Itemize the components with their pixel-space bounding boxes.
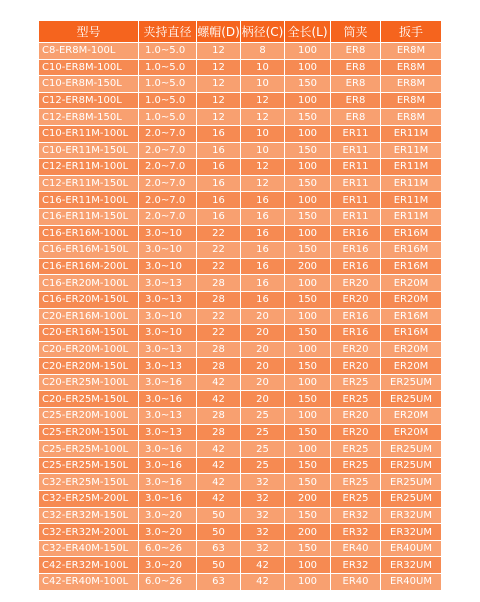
table-row [39,540,442,557]
table-row [39,159,442,176]
cell-shank-c: 25 [241,424,285,441]
cell-clamp-diameter: 3.0~13 [139,291,197,308]
cell-shank-c: 32 [241,524,285,541]
cell-length-l: 150 [285,457,331,474]
cell-nut-d: 16 [197,142,241,159]
cell-shank-c: 32 [241,491,285,508]
cell-clamp-diameter: 2.0~7.0 [139,175,197,192]
cell-length-l: 100 [285,225,331,242]
header-nut-d: 螺帽(D) [197,21,241,43]
cell-wrench: ER20M [381,358,442,375]
cell-model: C32-ER25M-200L [39,491,139,508]
cell-nut-d: 42 [197,441,241,458]
cell-collet: ER11 [331,175,381,192]
cell-model: C12-ER8M-100L [39,92,139,109]
header-collet: 筒夹 [331,21,381,43]
cell-clamp-diameter: 3.0~20 [139,507,197,524]
cell-collet: ER25 [331,374,381,391]
cell-wrench: ER32UM [381,557,442,574]
cell-clamp-diameter: 3.0~16 [139,374,197,391]
cell-wrench: ER8M [381,59,442,76]
header-model: 型号 [39,21,139,43]
cell-model: C32-ER32M-200L [39,524,139,541]
cell-collet: ER25 [331,391,381,408]
cell-model: C25-ER25M-150L [39,457,139,474]
cell-shank-c: 12 [241,159,285,176]
cell-wrench: ER20M [381,341,442,358]
table-row [39,59,442,76]
table-row [39,474,442,491]
cell-nut-d: 28 [197,358,241,375]
cell-shank-c: 20 [241,391,285,408]
table-row [39,308,442,325]
table-row [39,524,442,541]
cell-model: C16-ER20M-100L [39,275,139,292]
cell-length-l: 200 [285,258,331,275]
cell-collet: ER16 [331,325,381,342]
cell-clamp-diameter: 1.0~5.0 [139,43,197,60]
cell-wrench: ER25UM [381,441,442,458]
table-row [39,457,442,474]
table-row [39,341,442,358]
cell-shank-c: 42 [241,557,285,574]
cell-collet: ER16 [331,258,381,275]
cell-model: C12-ER8M-150L [39,109,139,126]
table-row [39,557,442,574]
cell-clamp-diameter: 1.0~5.0 [139,76,197,93]
cell-collet: ER16 [331,242,381,259]
cell-nut-d: 50 [197,524,241,541]
cell-collet: ER20 [331,291,381,308]
cell-nut-d: 22 [197,258,241,275]
cell-nut-d: 42 [197,457,241,474]
cell-nut-d: 12 [197,59,241,76]
cell-model: C25-ER20M-150L [39,424,139,441]
table-row [39,242,442,259]
cell-collet: ER11 [331,159,381,176]
cell-model: C10-ER11M-150L [39,142,139,159]
cell-clamp-diameter: 1.0~5.0 [139,109,197,126]
cell-clamp-diameter: 2.0~7.0 [139,142,197,159]
cell-nut-d: 42 [197,491,241,508]
cell-length-l: 150 [285,142,331,159]
cell-model: C8-ER8M-100L [39,43,139,60]
cell-model: C20-ER25M-100L [39,374,139,391]
cell-clamp-diameter: 3.0~16 [139,391,197,408]
cell-nut-d: 50 [197,507,241,524]
cell-shank-c: 12 [241,175,285,192]
cell-model: C16-ER20M-150L [39,291,139,308]
cell-nut-d: 28 [197,291,241,308]
cell-shank-c: 16 [241,225,285,242]
cell-length-l: 100 [285,574,331,591]
cell-shank-c: 12 [241,92,285,109]
cell-model: C42-ER40M-100L [39,574,139,591]
cell-collet: ER11 [331,142,381,159]
cell-clamp-diameter: 1.0~5.0 [139,59,197,76]
cell-length-l: 100 [285,43,331,60]
table-row [39,358,442,375]
cell-wrench: ER8M [381,109,442,126]
cell-wrench: ER32UM [381,507,442,524]
cell-nut-d: 12 [197,43,241,60]
cell-collet: ER8 [331,43,381,60]
cell-model: C20-ER20M-150L [39,358,139,375]
cell-shank-c: 32 [241,540,285,557]
cell-shank-c: 16 [241,291,285,308]
cell-wrench: ER20M [381,424,442,441]
cell-clamp-diameter: 3.0~16 [139,457,197,474]
table-row [39,507,442,524]
cell-collet: ER20 [331,358,381,375]
spec-table [38,20,442,591]
cell-shank-c: 10 [241,142,285,159]
cell-clamp-diameter: 6.0~26 [139,574,197,591]
table-row [39,109,442,126]
cell-collet: ER20 [331,408,381,425]
cell-wrench: ER16M [381,242,442,259]
cell-clamp-diameter: 3.0~16 [139,491,197,508]
cell-collet: ER25 [331,491,381,508]
cell-nut-d: 28 [197,341,241,358]
cell-clamp-diameter: 3.0~16 [139,441,197,458]
cell-collet: ER25 [331,474,381,491]
table-row [39,192,442,209]
cell-collet: ER40 [331,540,381,557]
cell-collet: ER8 [331,109,381,126]
cell-length-l: 150 [285,358,331,375]
cell-nut-d: 63 [197,574,241,591]
cell-nut-d: 16 [197,159,241,176]
cell-collet: ER20 [331,424,381,441]
cell-shank-c: 16 [241,258,285,275]
cell-wrench: ER8M [381,76,442,93]
cell-length-l: 100 [285,159,331,176]
table-row [39,424,442,441]
cell-wrench: ER25UM [381,391,442,408]
cell-collet: ER20 [331,275,381,292]
cell-collet: ER8 [331,59,381,76]
table-row [39,225,442,242]
cell-wrench: ER11M [381,125,442,142]
cell-model: C20-ER25M-150L [39,391,139,408]
cell-shank-c: 8 [241,43,285,60]
cell-clamp-diameter: 3.0~10 [139,225,197,242]
table-row [39,391,442,408]
cell-collet: ER11 [331,125,381,142]
cell-nut-d: 12 [197,109,241,126]
cell-nut-d: 16 [197,175,241,192]
cell-nut-d: 28 [197,424,241,441]
cell-model: C16-ER16M-100L [39,225,139,242]
cell-shank-c: 32 [241,507,285,524]
cell-collet: ER8 [331,76,381,93]
cell-model: C16-ER11M-150L [39,208,139,225]
cell-length-l: 150 [285,540,331,557]
cell-collet: ER11 [331,208,381,225]
cell-model: C16-ER11M-100L [39,192,139,209]
spec-table-container [38,20,441,591]
cell-shank-c: 25 [241,408,285,425]
cell-model: C10-ER11M-100L [39,125,139,142]
cell-length-l: 100 [285,308,331,325]
cell-clamp-diameter: 2.0~7.0 [139,192,197,209]
cell-wrench: ER40UM [381,574,442,591]
cell-shank-c: 20 [241,341,285,358]
cell-shank-c: 16 [241,192,285,209]
cell-clamp-diameter: 3.0~10 [139,242,197,259]
cell-length-l: 150 [285,109,331,126]
cell-wrench: ER11M [381,142,442,159]
cell-nut-d: 22 [197,225,241,242]
cell-clamp-diameter: 3.0~20 [139,524,197,541]
table-body [39,43,442,591]
cell-model: C10-ER8M-100L [39,59,139,76]
cell-length-l: 200 [285,524,331,541]
cell-shank-c: 20 [241,325,285,342]
cell-model: C16-ER16M-150L [39,242,139,259]
cell-wrench: ER40UM [381,540,442,557]
table-row [39,291,442,308]
cell-model: C42-ER32M-100L [39,557,139,574]
cell-model: C20-ER16M-100L [39,308,139,325]
cell-wrench: ER8M [381,43,442,60]
cell-nut-d: 12 [197,76,241,93]
cell-clamp-diameter: 3.0~16 [139,474,197,491]
cell-collet: ER20 [331,341,381,358]
cell-collet: ER11 [331,192,381,209]
cell-nut-d: 50 [197,557,241,574]
cell-shank-c: 20 [241,308,285,325]
cell-shank-c: 16 [241,242,285,259]
cell-wrench: ER8M [381,92,442,109]
cell-collet: ER16 [331,308,381,325]
cell-nut-d: 16 [197,208,241,225]
cell-length-l: 150 [285,242,331,259]
cell-clamp-diameter: 3.0~10 [139,325,197,342]
cell-collet: ER8 [331,92,381,109]
cell-length-l: 150 [285,325,331,342]
table-row [39,275,442,292]
cell-length-l: 200 [285,491,331,508]
cell-shank-c: 10 [241,76,285,93]
cell-wrench: ER11M [381,192,442,209]
cell-nut-d: 28 [197,408,241,425]
cell-wrench: ER11M [381,159,442,176]
cell-collet: ER25 [331,457,381,474]
cell-clamp-diameter: 3.0~13 [139,341,197,358]
cell-length-l: 100 [285,275,331,292]
cell-length-l: 150 [285,474,331,491]
table-row [39,374,442,391]
table-row [39,491,442,508]
table-row [39,408,442,425]
table-row [39,142,442,159]
cell-length-l: 150 [285,208,331,225]
cell-length-l: 150 [285,424,331,441]
header-clamp-diameter: 夹持直径 [139,21,197,43]
cell-clamp-diameter: 6.0~26 [139,540,197,557]
cell-wrench: ER20M [381,275,442,292]
cell-shank-c: 20 [241,374,285,391]
cell-clamp-diameter: 2.0~7.0 [139,125,197,142]
cell-wrench: ER16M [381,258,442,275]
cell-wrench: ER32UM [381,524,442,541]
table-row [39,574,442,591]
cell-clamp-diameter: 2.0~7.0 [139,159,197,176]
cell-shank-c: 12 [241,109,285,126]
cell-model: C25-ER25M-100L [39,441,139,458]
cell-clamp-diameter: 3.0~13 [139,275,197,292]
header-row [39,21,442,43]
cell-shank-c: 32 [241,474,285,491]
cell-length-l: 150 [285,175,331,192]
cell-length-l: 150 [285,291,331,308]
cell-length-l: 100 [285,92,331,109]
cell-shank-c: 16 [241,275,285,292]
header-shank-c: 柄径(C) [241,21,285,43]
cell-length-l: 150 [285,507,331,524]
cell-nut-d: 22 [197,242,241,259]
cell-nut-d: 16 [197,192,241,209]
table-row [39,92,442,109]
cell-nut-d: 12 [197,92,241,109]
cell-clamp-diameter: 3.0~10 [139,308,197,325]
cell-collet: ER25 [331,441,381,458]
cell-length-l: 100 [285,341,331,358]
cell-clamp-diameter: 2.0~7.0 [139,208,197,225]
cell-shank-c: 20 [241,358,285,375]
cell-model: C16-ER16M-200L [39,258,139,275]
table-row [39,175,442,192]
cell-model: C32-ER40M-150L [39,540,139,557]
header-wrench: 扳手 [381,21,442,43]
cell-wrench: ER25UM [381,457,442,474]
cell-model: C20-ER16M-150L [39,325,139,342]
table-row [39,76,442,93]
cell-length-l: 100 [285,557,331,574]
cell-wrench: ER16M [381,225,442,242]
cell-collet: ER32 [331,507,381,524]
table-row [39,208,442,225]
cell-clamp-diameter: 3.0~13 [139,408,197,425]
cell-nut-d: 42 [197,374,241,391]
cell-collet: ER32 [331,557,381,574]
cell-model: C10-ER8M-150L [39,76,139,93]
cell-model: C12-ER11M-150L [39,175,139,192]
cell-wrench: ER11M [381,175,442,192]
header-length-l: 全长(L) [285,21,331,43]
cell-model: C32-ER25M-150L [39,474,139,491]
cell-nut-d: 22 [197,325,241,342]
table-row [39,325,442,342]
cell-clamp-diameter: 3.0~13 [139,358,197,375]
cell-shank-c: 42 [241,574,285,591]
cell-clamp-diameter: 3.0~10 [139,258,197,275]
cell-length-l: 100 [285,441,331,458]
cell-shank-c: 16 [241,208,285,225]
cell-length-l: 150 [285,76,331,93]
cell-clamp-diameter: 3.0~20 [139,557,197,574]
cell-wrench: ER25UM [381,474,442,491]
cell-wrench: ER11M [381,208,442,225]
cell-shank-c: 10 [241,125,285,142]
cell-model: C20-ER20M-100L [39,341,139,358]
cell-clamp-diameter: 1.0~5.0 [139,92,197,109]
cell-shank-c: 25 [241,441,285,458]
cell-length-l: 100 [285,408,331,425]
cell-nut-d: 16 [197,125,241,142]
cell-collet: ER40 [331,574,381,591]
cell-model: C32-ER32M-150L [39,507,139,524]
cell-shank-c: 25 [241,457,285,474]
cell-nut-d: 42 [197,391,241,408]
cell-length-l: 100 [285,59,331,76]
cell-collet: ER32 [331,524,381,541]
cell-nut-d: 63 [197,540,241,557]
cell-wrench: ER20M [381,408,442,425]
cell-collet: ER16 [331,225,381,242]
cell-length-l: 100 [285,192,331,209]
cell-wrench: ER16M [381,308,442,325]
cell-model: C12-ER11M-100L [39,159,139,176]
table-row [39,258,442,275]
cell-nut-d: 42 [197,474,241,491]
cell-clamp-diameter: 3.0~13 [139,424,197,441]
cell-wrench: ER16M [381,325,442,342]
cell-nut-d: 28 [197,275,241,292]
cell-wrench: ER20M [381,291,442,308]
cell-length-l: 150 [285,391,331,408]
cell-length-l: 100 [285,125,331,142]
cell-nut-d: 22 [197,308,241,325]
cell-wrench: ER25UM [381,491,442,508]
cell-shank-c: 10 [241,59,285,76]
table-row [39,43,442,60]
table-row [39,125,442,142]
table-row [39,441,442,458]
cell-length-l: 100 [285,374,331,391]
cell-model: C25-ER20M-100L [39,408,139,425]
cell-wrench: ER25UM [381,374,442,391]
